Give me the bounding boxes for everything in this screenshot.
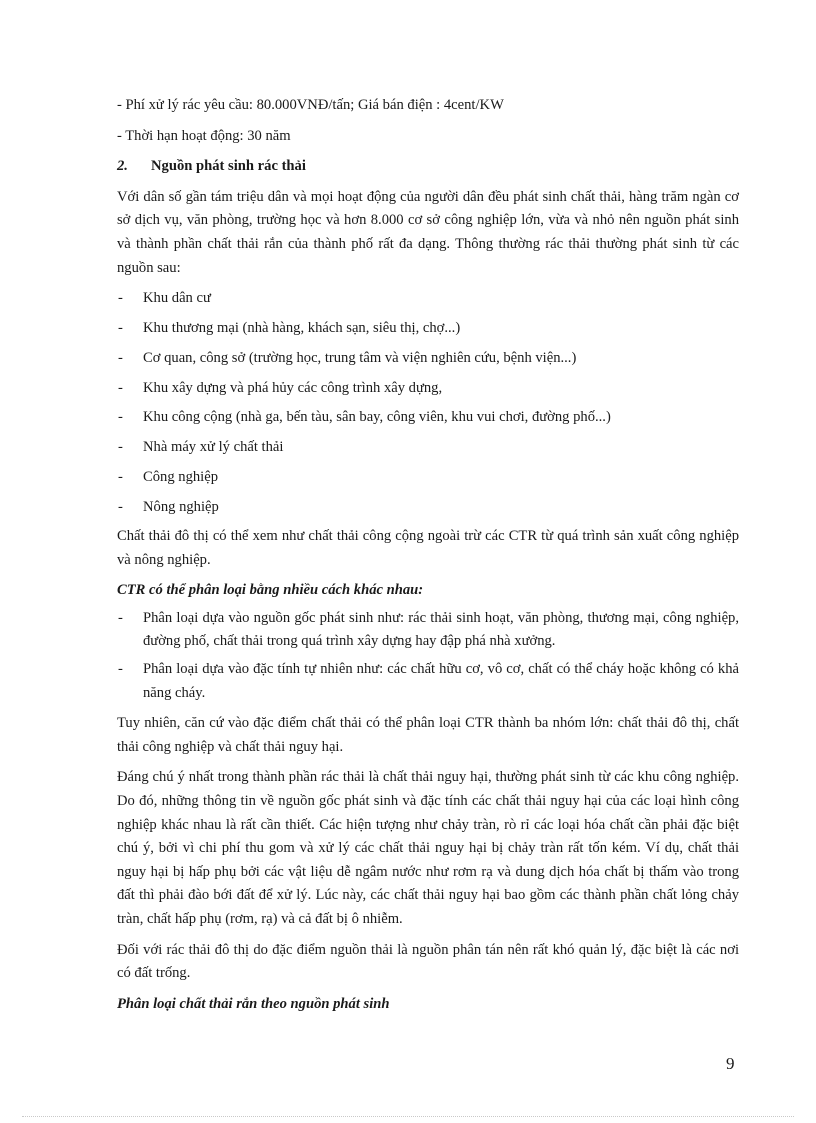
list-item <box>117 287 739 311</box>
list-item-text: Phân loại dựa vào nguồn gốc phát sinh như: rác thải sinh hoạt, văn phòng, thương mại, công nghiệp, đường phố, chất thải trong quá trình xây dựng hay đập phá nhà xưởng. <box>143 609 739 650</box>
dash-marker: - <box>118 289 123 306</box>
list-item <box>117 347 739 371</box>
intro-paragraph: Với dân số gần tám triệu dân và mọi hoạt động của người dân đều phát sinh chất thải, hàng trăm ngàn cơ sở dịch vụ, văn phòng, trường học và hơn 8.000 cơ sở công nghiệp lớn, vừa và nhỏ nên nguồn phát sinh và thành phần chất thải rắn của thành phố rất đa dạng. Thông thường rác thải thường phát sinh từ các nguồn sau: <box>117 188 739 276</box>
urban-waste-paragraph: Chất thải đô thị có thể xem như chất thải công cộng ngoài trừ các CTR từ quá trình sản xuất công nghiệp và nông nghiệp. <box>117 528 739 568</box>
groups-paragraph: Tuy nhiên, căn cứ vào đặc điểm chất thải có thể phân loại CTR thành ba nhóm lớn: chất thải đô thị, chất thải công nghiệp và chất thải nguy hại. <box>117 715 739 755</box>
dash-marker: - <box>118 319 123 336</box>
page-number: 9 <box>726 1054 735 1073</box>
list-item <box>117 496 739 520</box>
list-item <box>117 406 739 430</box>
list-item-text: Khu dân cư <box>143 289 211 306</box>
dash-marker: - <box>118 469 123 486</box>
classification-heading: CTR có thể phân loại bằng nhiều cách khác nhau: <box>117 582 424 599</box>
dash-marker: - <box>118 379 123 396</box>
classification-list <box>117 607 739 705</box>
document-page <box>117 94 739 1016</box>
list-item <box>117 466 739 490</box>
hazardous-paragraph: Đáng chú ý nhất trong thành phần rác thải là chất thải nguy hại, thường phát sinh từ các khu công nghiệp. Do đó, những thông tin về nguồn gốc phát sinh và đặc tính các chất thải nguy hại của các loại hình công nghiệp khác nhau là rất cần thiết. Các hiện tượng như chảy tràn, rò rỉ các loại hóa chất cần phải đặc biệt chú ý, bởi vì chi phí thu gom và xử lý các chất thải nguy hại bị chảy tràn rất tốn kém. Ví dụ, chất thải nguy hại bị hấp phụ bởi các vật liệu dễ ngâm nước như rơm rạ và dung dịch hóa chất bị thấm vào trong đất thì phải đào bới đất để xử lý. Lúc này, các chất thải nguy hại bao gồm các thành phần chất lỏng chảy tràn, chất hấp phụ (rơm, rạ) và cả đất bị ô nhiễm. <box>117 769 739 927</box>
list-item <box>117 317 739 341</box>
dash-marker: - <box>118 661 123 677</box>
list-item-text: Khu thương mại (nhà hàng, khách sạn, siêu thị, chợ...) <box>143 319 461 336</box>
list-item-text: Khu công cộng (nhà ga, bến tàu, sân bay, công viên, khu vui chơi, đường phố...) <box>143 409 611 426</box>
section-number: 2. <box>117 158 128 175</box>
dash-marker: - <box>118 609 123 626</box>
section-title: Nguồn phát sinh rác thải <box>151 158 306 175</box>
list-item-text: Nhà máy xử lý chất thải <box>143 439 284 456</box>
list-item-text: Cơ quan, công sở (trường học, trung tâm và viện nghiên cứu, bệnh viện...) <box>143 349 577 366</box>
list-item <box>117 377 739 401</box>
section-heading <box>117 155 739 179</box>
sources-list <box>117 287 739 520</box>
duration-line: - Thời hạn hoạt động: 30 năm <box>117 127 291 144</box>
list-item <box>117 658 739 705</box>
list-item-text: Nông nghiệp <box>143 499 219 516</box>
dash-marker: - <box>118 439 123 456</box>
dash-marker: - <box>118 409 123 426</box>
scattered-paragraph: Đối với rác thải đô thị do đặc điểm nguồn thải là nguồn phân tán nên rất khó quản lý, đặc biệt là các nơi có đất trống. <box>117 941 739 982</box>
fee-line: - Phí xử lý rác yêu cầu: 80.000VNĐ/tấn; Giá bán điện : 4cent/KW <box>117 97 504 113</box>
footer-divider <box>22 1116 794 1117</box>
list-item <box>117 607 739 654</box>
list-item-text: Khu xây dựng và phá hủy các công trình xây dựng, <box>143 379 443 396</box>
list-item-text: Phân loại dựa vào đặc tính tự nhiên như: các chất hữu cơ, vô cơ, chất có thể cháy hoặc không có khả năng cháy. <box>143 661 739 701</box>
list-item-text: Công nghiệp <box>143 469 218 486</box>
source-classification-heading: Phân loại chất thải rắn theo nguồn phát sinh <box>117 995 390 1012</box>
dash-marker: - <box>118 349 123 366</box>
list-item <box>117 436 739 460</box>
dash-marker: - <box>118 499 123 516</box>
